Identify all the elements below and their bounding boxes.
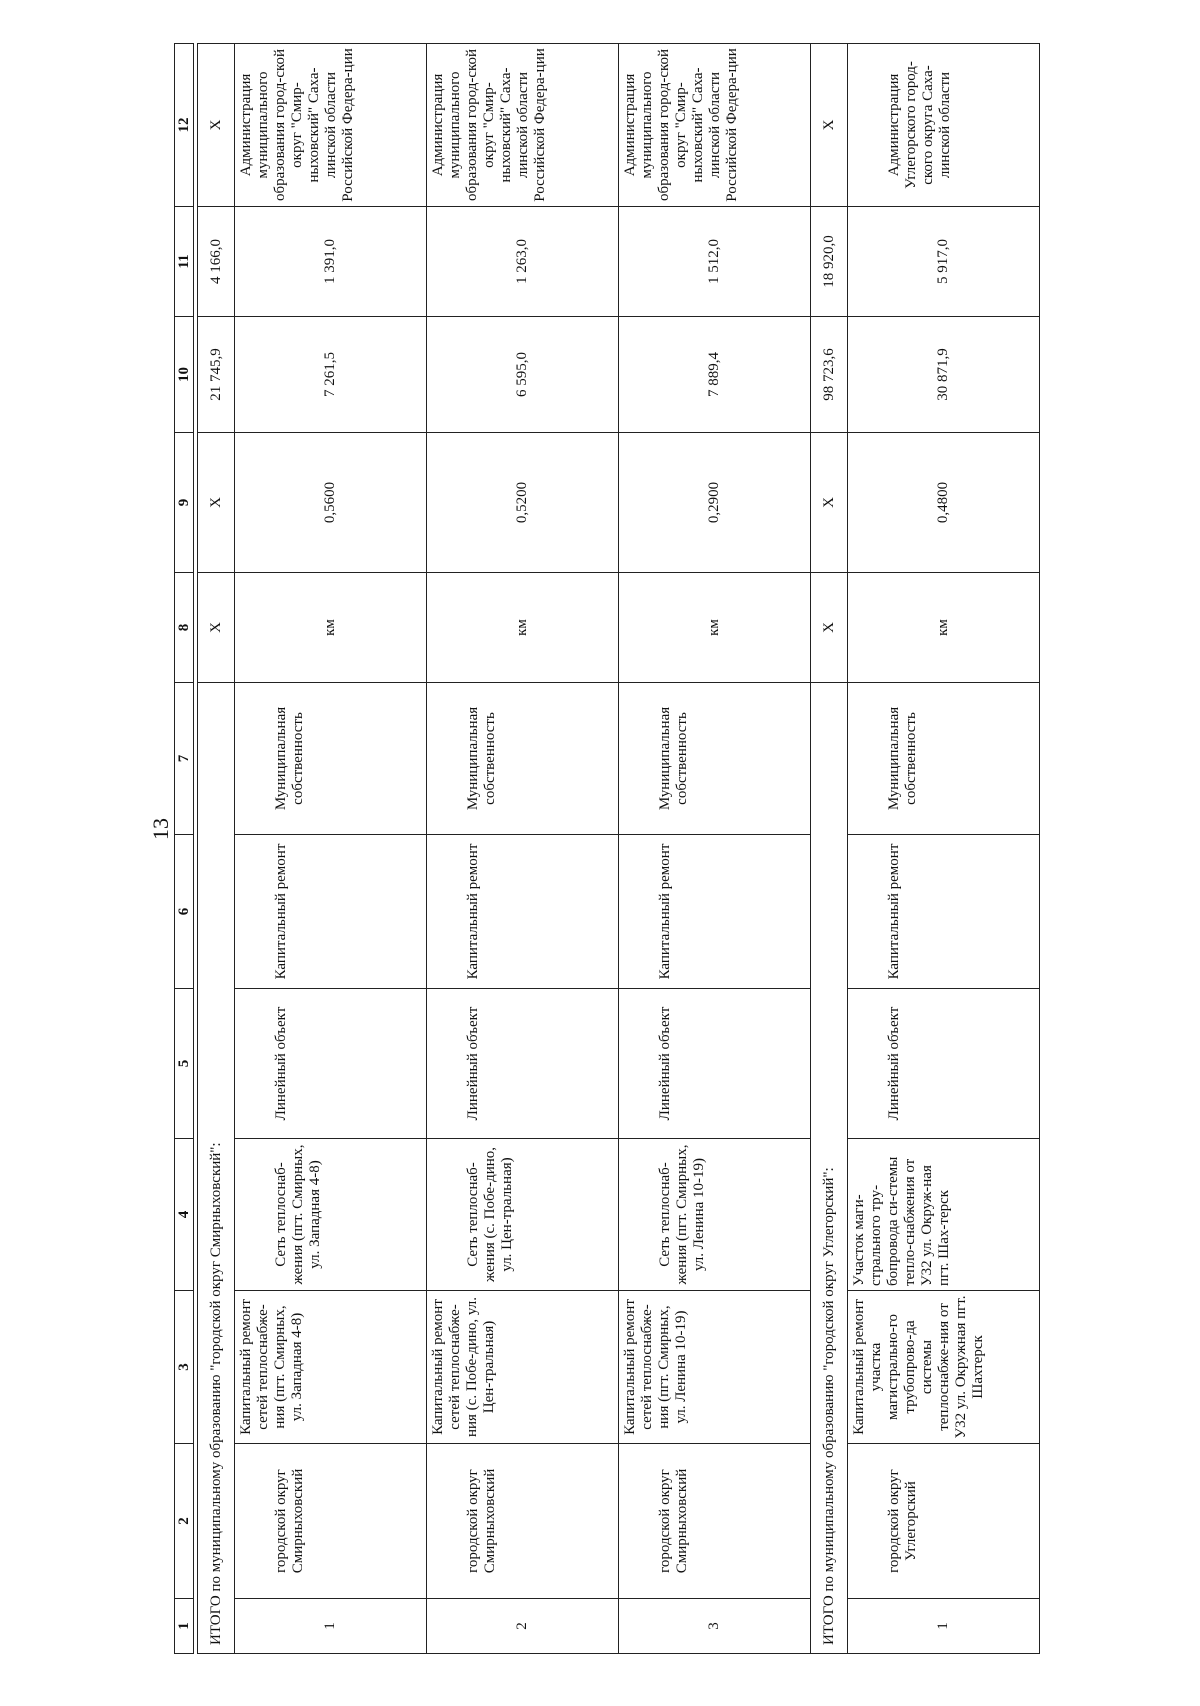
- column-header: 7: [175, 683, 194, 835]
- work-type: Капитальный ремонт: [848, 835, 1040, 989]
- column-header: 5: [175, 989, 194, 1139]
- object-name: Сеть теплоснаб-жения (пгт. Смирных, ул. Ленина 10-19): [619, 1139, 811, 1291]
- capital-repair-table: [174, 43, 1040, 1654]
- quantity: 0,4800: [848, 433, 1040, 573]
- cost: 7 261,5: [235, 317, 427, 433]
- object-type: Линейный объект: [619, 989, 811, 1139]
- column-header: 4: [175, 1139, 194, 1291]
- table-row: [619, 44, 811, 1654]
- column-header: 6: [175, 835, 194, 989]
- object-type: Линейный объект: [848, 989, 1040, 1139]
- column-header: 10: [175, 317, 194, 433]
- work-name: Капитальный ремонт участка магистрально-го трубопрово-да системы теплоснабже-ния от У32 ул. Окружная пгт. Шахтерск: [848, 1291, 1040, 1444]
- table-row: [848, 44, 1040, 1654]
- object-type: Линейный объект: [235, 989, 427, 1139]
- group-title: ИТОГО по муниципальному образованию "городской округ Углегорский":: [811, 683, 848, 1654]
- group-total-unit: Х: [198, 573, 235, 683]
- column-header: 2: [175, 1444, 194, 1599]
- recipient: Администрация Углегорского город-ского округа Саха-линской области: [848, 44, 1040, 207]
- work-type: Капитальный ремонт: [427, 835, 619, 989]
- subsidy: 5 917,0: [848, 207, 1040, 317]
- work-type: Капитальный ремонт: [619, 835, 811, 989]
- group-total-cost: 21 745,9: [198, 317, 235, 433]
- group-total-quantity: Х: [811, 433, 848, 573]
- ownership: Муниципальная собственность: [235, 683, 427, 835]
- subsidy: 1 263,0: [427, 207, 619, 317]
- work-type: Капитальный ремонт: [235, 835, 427, 989]
- quantity: 0,5600: [235, 433, 427, 573]
- recipient: Администрация муниципального образования город-ской округ "Смир-ныховский" Саха-линской области Российской Федера-ции: [427, 44, 619, 207]
- subsidy: 1 391,0: [235, 207, 427, 317]
- group-total-subsidy: 18 920,0: [811, 207, 848, 317]
- unit: км: [427, 573, 619, 683]
- object-name: Участок маги-стрального тру-бопровода си-стемы тепло-снабжения от У32 ул. Окруж-ная пгт. Шах-терск: [848, 1139, 1040, 1291]
- column-header: 11: [175, 207, 194, 317]
- group-total-unit: Х: [811, 573, 848, 683]
- document-table-rotated: [174, 44, 986, 1654]
- group-total-row: [811, 44, 848, 1654]
- municipality: городской округ Смирныховский: [427, 1444, 619, 1599]
- work-name: Капитальный ремонт сетей теплоснабже-ния (с. Побе-дино, ул. Цен-тральная): [427, 1291, 619, 1444]
- quantity: 0,5200: [427, 433, 619, 573]
- group-total-quantity: Х: [198, 433, 235, 573]
- municipality: городской округ Углегорский: [848, 1444, 1040, 1599]
- table-row: [235, 44, 427, 1654]
- ownership: Муниципальная собственность: [427, 683, 619, 835]
- row-number: 3: [619, 1599, 811, 1654]
- ownership: Муниципальная собственность: [848, 683, 1040, 835]
- table-row: [427, 44, 619, 1654]
- quantity: 0,2900: [619, 433, 811, 573]
- row-number: 1: [235, 1599, 427, 1654]
- group-total-recipient: Х: [198, 44, 235, 207]
- unit: км: [619, 573, 811, 683]
- cost: 6 595,0: [427, 317, 619, 433]
- subsidy: 1 512,0: [619, 207, 811, 317]
- object-name: Сеть теплоснаб-жения (с. Побе-дино, ул. Цен-тральная): [427, 1139, 619, 1291]
- cost: 7 889,4: [619, 317, 811, 433]
- column-number-row: [175, 44, 194, 1654]
- recipient: Администрация муниципального образования город-ской округ "Смир-ныховский" Саха-линской области Российской Федера-ции: [619, 44, 811, 207]
- municipality: городской округ Смирныховский: [235, 1444, 427, 1599]
- unit: км: [848, 573, 1040, 683]
- column-header: 12: [175, 44, 194, 207]
- column-header: 1: [175, 1599, 194, 1654]
- column-header: 9: [175, 433, 194, 573]
- group-total-recipient: Х: [811, 44, 848, 207]
- page-number: 13: [148, 818, 173, 840]
- work-name: Капитальный ремонт сетей теплоснабже-ния (пгт. Смирных, ул. Ленина 10-19): [619, 1291, 811, 1444]
- row-number: 1: [848, 1599, 1040, 1654]
- group-total-cost: 98 723,6: [811, 317, 848, 433]
- unit: км: [235, 573, 427, 683]
- object-name: Сеть теплоснаб-жения (пгт. Смирных, ул. Западная 4-8): [235, 1139, 427, 1291]
- municipality: городской округ Смирныховский: [619, 1444, 811, 1599]
- group-total-row: [198, 44, 235, 1654]
- cost: 30 871,9: [848, 317, 1040, 433]
- group-title: ИТОГО по муниципальному образованию "городской округ Смирныховский":: [198, 683, 235, 1654]
- object-type: Линейный объект: [427, 989, 619, 1139]
- recipient: Администрация муниципального образования город-ской округ "Смир-ныховский" Саха-линской области Российской Федера-ции: [235, 44, 427, 207]
- column-header: 3: [175, 1291, 194, 1444]
- ownership: Муниципальная собственность: [619, 683, 811, 835]
- work-name: Капитальный ремонт сетей теплоснабже-ния (пгт. Смирных, ул. Западная 4-8): [235, 1291, 427, 1444]
- column-header: 8: [175, 573, 194, 683]
- row-number: 2: [427, 1599, 619, 1654]
- group-total-subsidy: 4 166,0: [198, 207, 235, 317]
